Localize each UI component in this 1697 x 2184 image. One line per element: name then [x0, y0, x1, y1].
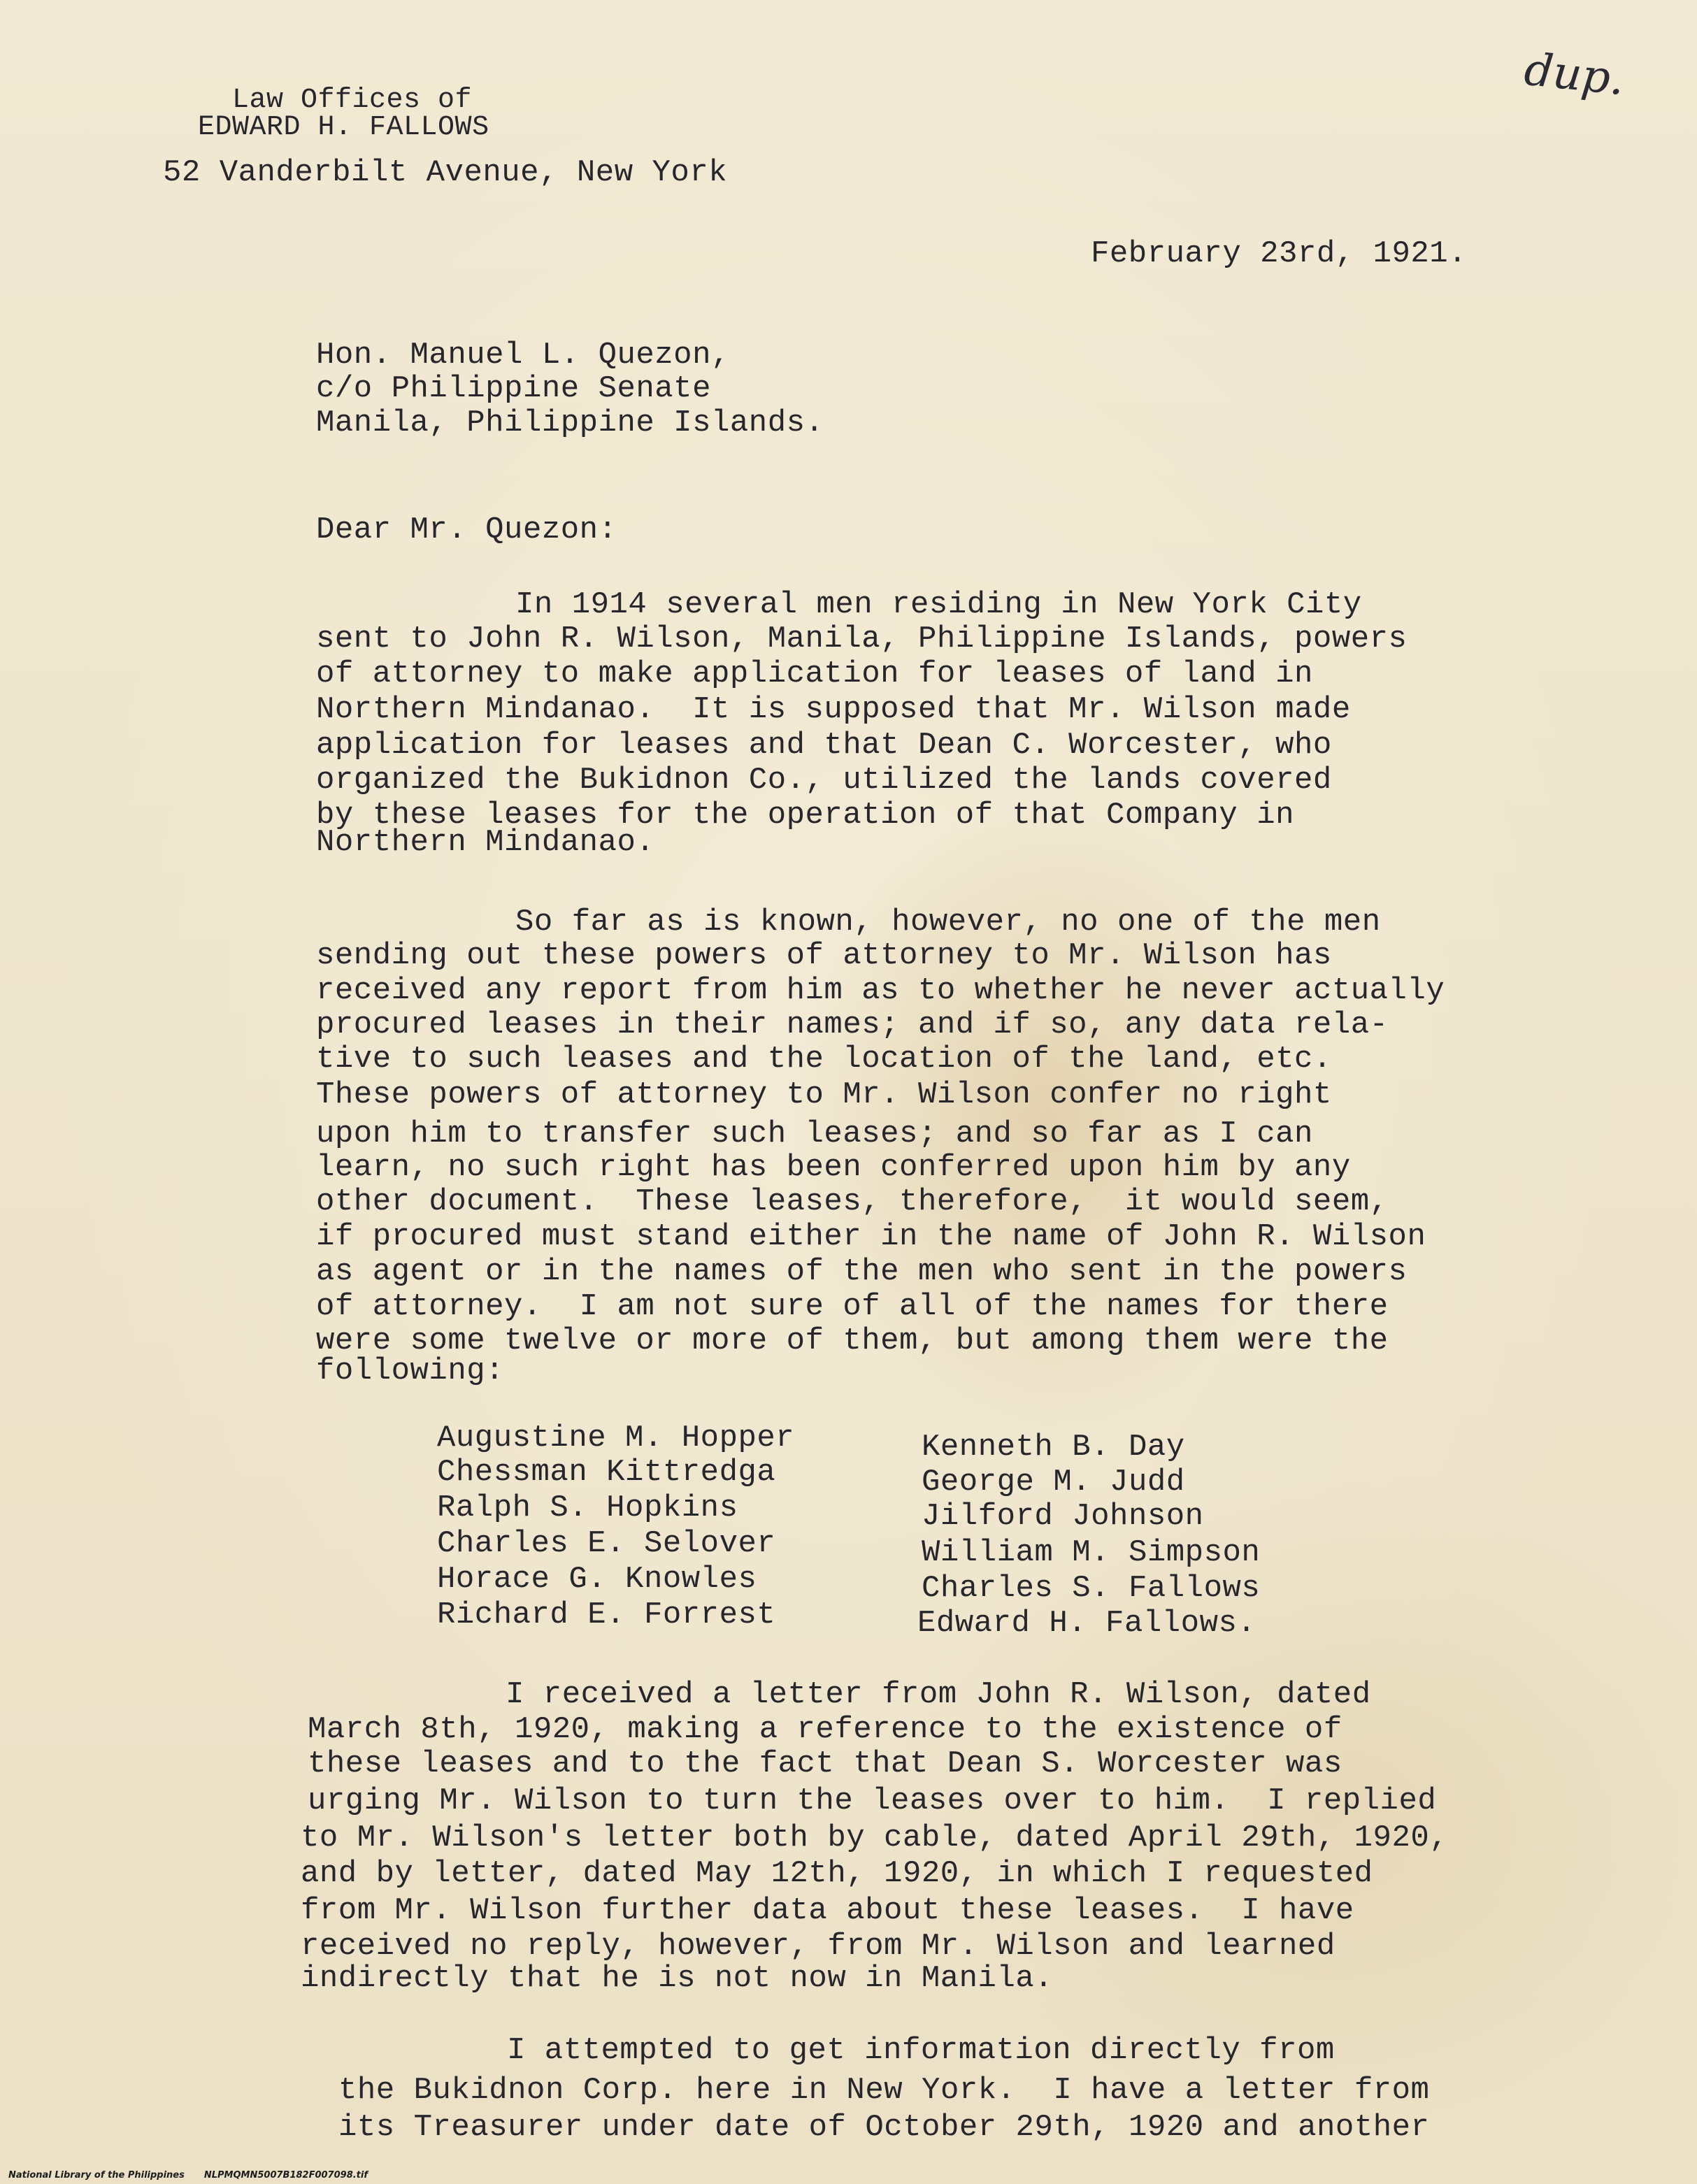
footer-file-id: NLPMQMN5007B182F007098.tif	[203, 2170, 368, 2181]
name-left: Richard E. Forrest	[437, 1597, 776, 1632]
paragraph2-line: learn, no such right has been conferred upon him by any	[316, 1150, 1351, 1185]
paragraph3-line: I received a letter from John R. Wilson, dated	[506, 1677, 1371, 1712]
salutation: Dear Mr. Quezon:	[316, 512, 617, 547]
paragraph1-line: In 1914 several men residing in New York City	[515, 587, 1362, 622]
paragraph2-line: tive to such leases and the location of the land, etc.	[316, 1042, 1332, 1077]
scan-footer	[8, 2170, 368, 2181]
name-right: Edward H. Fallows.	[917, 1606, 1256, 1641]
paragraph4-line: I attempted to get information directly from	[507, 2033, 1335, 2068]
margin-note: dup.	[1521, 43, 1627, 106]
name-right: George M. Judd	[922, 1465, 1185, 1500]
name-left: Chessman Kittredga	[437, 1455, 776, 1490]
paragraph3-line: received no reply, however, from Mr. Wilson and learned	[301, 1929, 1336, 1964]
recipient-line: c/o Philippine Senate	[316, 371, 711, 406]
paragraph1-line: Northern Mindanao.	[316, 825, 655, 860]
recipient-line: Manila, Philippine Islands.	[316, 405, 824, 440]
paragraph1-line: Northern Mindanao. It is supposed that Mr. Wilson made	[316, 692, 1351, 727]
paragraph3-line: from Mr. Wilson further data about these leases. I have	[301, 1893, 1354, 1928]
paragraph2-line: received any report from him as to whether he never actually	[316, 973, 1445, 1008]
letterhead-address: 52 Vanderbilt Avenue, New York	[163, 155, 728, 190]
paragraph2-line: sending out these powers of attorney to Mr. Wilson has	[316, 938, 1332, 973]
letterhead-line1: Law Offices of	[232, 85, 473, 116]
paragraph3-line: urging Mr. Wilson to turn the leases over to him. I replied	[308, 1783, 1437, 1818]
paragraph2-line: procured leases in their names; and if so, any data rela-	[316, 1007, 1389, 1042]
name-left: Charles E. Selover	[437, 1526, 776, 1561]
name-right: Kenneth B. Day	[922, 1430, 1185, 1465]
letterhead-line2: EDWARD H. FALLOWS	[198, 112, 489, 143]
paragraph2-line: other document. These leases, therefore, it would seem,	[316, 1184, 1389, 1219]
paragraph3-line: these leases and to the fact that Dean S. Worcester was	[308, 1746, 1342, 1781]
paragraph2-line: upon him to transfer such leases; and so far as I can	[316, 1116, 1313, 1151]
paragraph1-line: organized the Bukidnon Co., utilized the lands covered	[316, 763, 1332, 798]
paragraph2-line: following:	[316, 1353, 505, 1388]
name-right: William M. Simpson	[922, 1535, 1261, 1570]
name-right: Charles S. Fallows	[922, 1571, 1261, 1606]
paragraph1-line: by these leases for the operation of that Company in	[316, 798, 1295, 833]
footer-institution: National Library of the Philippines	[8, 2170, 185, 2181]
letter-date: February 23rd, 1921.	[1091, 236, 1468, 271]
paragraph2-line: if procured must stand either in the name of John R. Wilson	[316, 1219, 1426, 1254]
paragraph4-line: its Treasurer under date of October 29th, 1920 and another	[338, 2110, 1430, 2145]
paragraph1-line: of attorney to make application for leases of land in	[316, 656, 1313, 691]
recipient-line: Hon. Manuel L. Quezon,	[316, 338, 730, 373]
paragraph3-line: indirectly that he is not now in Manila.	[301, 1961, 1054, 1996]
paragraph2-line: So far as is known, however, no one of the men	[515, 905, 1381, 940]
paragraph2-line: as agent or in the names of the men who sent in the powers	[316, 1254, 1408, 1289]
name-left: Ralph S. Hopkins	[437, 1490, 738, 1525]
paragraph3-line: March 8th, 1920, making a reference to the existence of	[308, 1712, 1342, 1747]
paragraph2-line: These powers of attorney to Mr. Wilson confer no right	[316, 1077, 1332, 1112]
name-left: Horace G. Knowles	[437, 1562, 757, 1597]
name-right: Jilford Johnson	[922, 1499, 1204, 1534]
paragraph3-line: and by letter, dated May 12th, 1920, in which I requested	[301, 1856, 1373, 1891]
paragraph1-line: application for leases and that Dean C. Worcester, who	[316, 728, 1332, 763]
paragraph4-line: the Bukidnon Corp. here in New York. I have a letter from	[338, 2073, 1430, 2108]
paragraph2-line: of attorney. I am not sure of all of the names for there	[316, 1289, 1389, 1324]
paragraph2-line: were some twelve or more of them, but among them were the	[316, 1323, 1389, 1358]
name-left: Augustine M. Hopper	[437, 1421, 795, 1456]
paragraph1-line: sent to John R. Wilson, Manila, Philippine Islands, powers	[316, 622, 1408, 656]
paragraph3-line: to Mr. Wilson's letter both by cable, dated April 29th, 1920,	[301, 1820, 1449, 1855]
